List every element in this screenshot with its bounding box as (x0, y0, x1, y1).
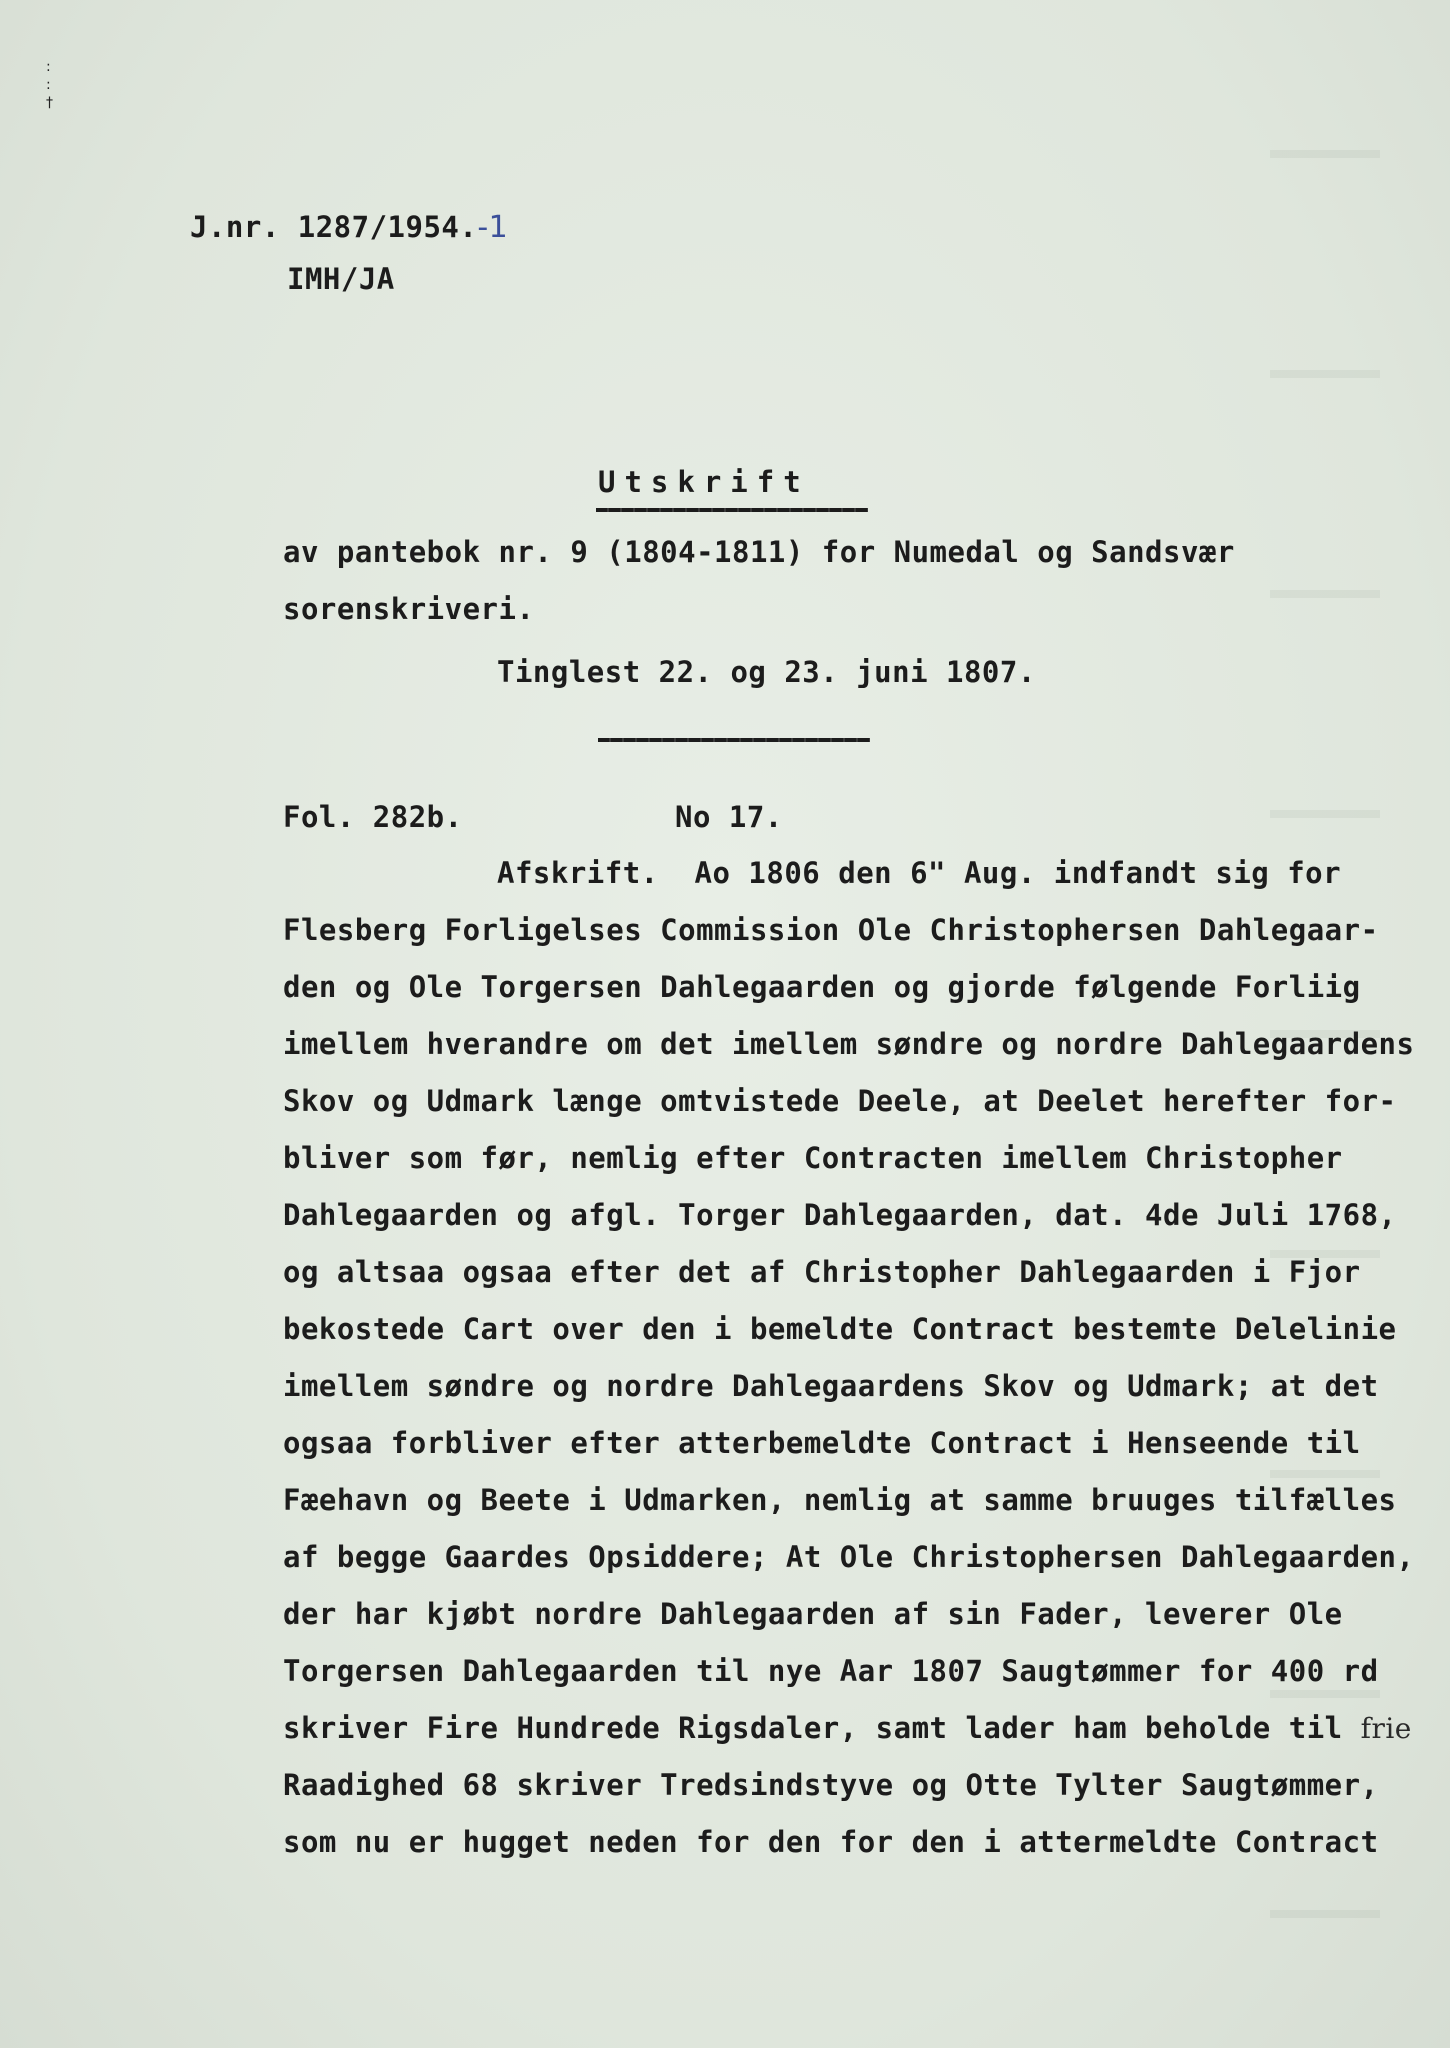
journal-number: J.nr. 1287/1954. (190, 210, 478, 244)
body-line: Afskrift. Ao 1806 den 6" Aug. indfandt sig for (497, 856, 1342, 890)
body-line: Skov og Udmark længe omtvistede Deele, at Deelet herefter for- (283, 1084, 1397, 1118)
handwritten-addition: frie (1360, 1712, 1412, 1745)
body-line: Torgersen Dahlegaarden til nye Aar 1807 Saugtømmer for 400 rd (283, 1654, 1379, 1688)
body-line: der har kjøbt nordre Dahlegaarden af sin Fader, leverer Ole (283, 1597, 1343, 1631)
body-line: imellem søndre og nordre Dahlegaardens Skov og Udmark; at det (283, 1369, 1379, 1403)
body-line: bliver som før, nemlig efter Contracten imellem Christopher (283, 1141, 1343, 1175)
margin-punch-marks: : : † (46, 59, 53, 111)
body-line: Raadighed 68 skriver Tredsindstyve og Otte Tylter Saugtømmer, (283, 1768, 1379, 1802)
section-divider (598, 738, 870, 742)
document-title: Utskrift (598, 465, 810, 499)
entry-number: No 17. (675, 800, 783, 834)
folio-reference: Fol. 282b. (283, 800, 463, 834)
body-line: imellem hverandre om det imellem søndre og nordre Dahlegaardens (283, 1027, 1415, 1061)
body-line: og altsaa ogsaa efter det af Christopher Dahlegaarden i Fjor (283, 1255, 1361, 1289)
subtitle-line-1: av pantebok nr. 9 (1804-1811) for Numedal og Sandsvær (283, 535, 1235, 569)
initials: IMH/JA (287, 262, 395, 296)
body-line: som nu er hugget neden for den for den i attermeldte Contract (283, 1825, 1379, 1859)
journal-suffix-handwritten: -1 (477, 210, 509, 245)
journal-number-line (190, 210, 508, 245)
subtitle-line-2: sorenskriveri. (283, 592, 535, 626)
registration-date: Tinglest 22. og 23. juni 1807. (497, 655, 1036, 689)
body-line: Flesberg Forligelses Commission Ole Christophersen Dahlegaar- (283, 913, 1379, 947)
body-line: af begge Gaardes Opsiddere; At Ole Christophersen Dahlegaarden, (283, 1540, 1415, 1574)
body-line: Fæehavn og Beete i Udmarken, nemlig at samme bruuges tilfælles (283, 1483, 1397, 1517)
body-line: ogsaa forbliver efter atterbemeldte Contract i Henseende til (283, 1426, 1361, 1460)
body-line (283, 1711, 1412, 1746)
body-line: Dahlegaarden og afgl. Torger Dahlegaarden, dat. 4de Juli 1768, (283, 1198, 1397, 1232)
body-line-text: skriver Fire Hundrede Rigsdaler, samt lader ham beholde til (283, 1711, 1343, 1745)
body-line: den og Ole Torgersen Dahlegaarden og gjorde følgende Forliig (283, 970, 1361, 1004)
body-line: bekostede Cart over den i bemeldte Contract bestemte Delelinie (283, 1312, 1397, 1346)
title-underline (596, 508, 868, 512)
